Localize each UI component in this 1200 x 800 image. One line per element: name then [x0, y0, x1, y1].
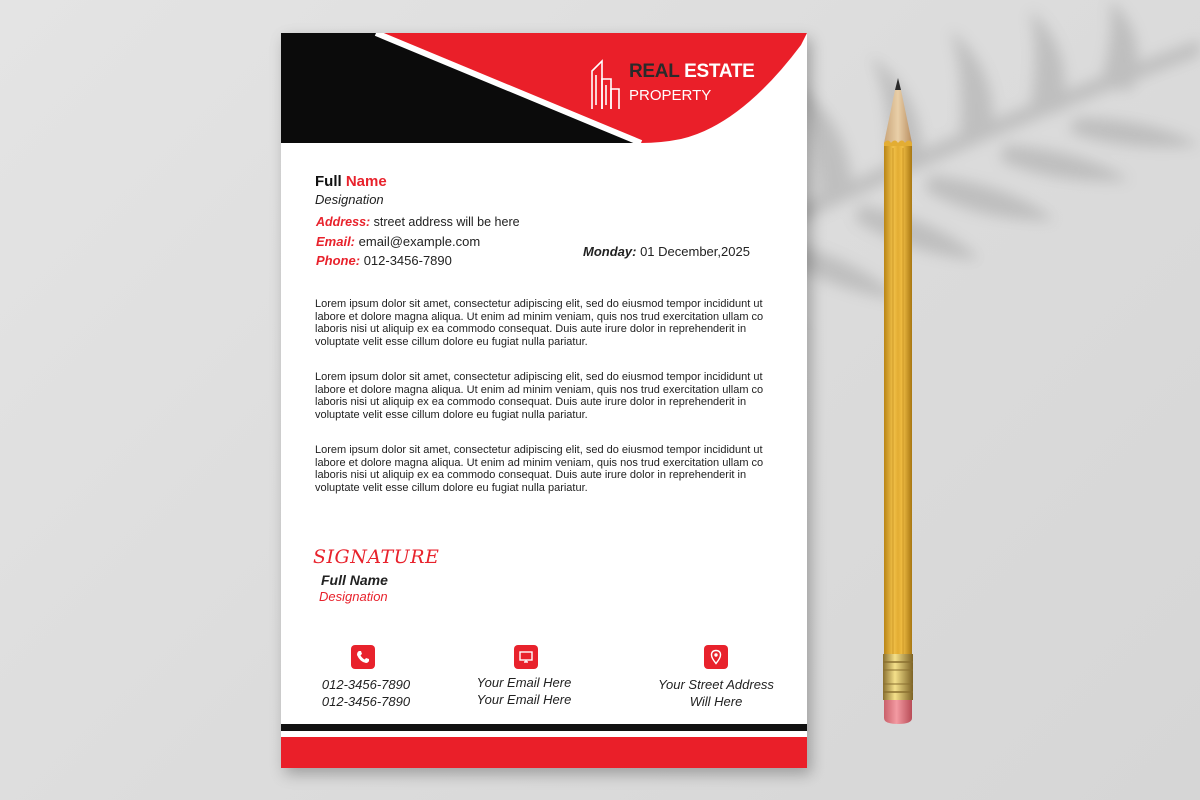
footer-address-text: Your Street Address Will Here — [658, 677, 774, 709]
footer-black-stripe — [281, 724, 807, 731]
location-pin-icon — [704, 645, 728, 669]
company-logo — [589, 59, 769, 113]
building-logo-icon — [589, 59, 623, 111]
email-line: Email: email@example.com — [316, 234, 481, 249]
body-paragraph: Lorem ipsum dolor sit amet, consectetur adipiscing elit, sed do eiusmod tempor incididunt ut labore et dolore magna aliqua. Ut enim ad minim veniam, quis nos trud exercitation ullam co laboris nisi ut aliquip ex ea commodo consequat. Duis aute irure dolor in reprehenderit in voluptate velit esse cillum dolore eu fugiat nulla pariatur. — [315, 298, 764, 348]
phone-line: Phone: 012-3456-7890 — [316, 253, 452, 268]
body-paragraph: Lorem ipsum dolor sit amet, consectetur adipiscing elit, sed do eiusmod tempor incididunt ut labore et dolore magna aliqua. Ut enim ad minim veniam, quis nos trud exercitation ullam co laboris nisi ut aliquip ex ea commodo consequat. Duis aute irure dolor in reprehenderit in voluptate velit esse cillum dolore eu fugiat nulla pariatur. — [315, 444, 764, 494]
address-line: Address: street address will be here — [316, 215, 520, 229]
sender-designation: Designation — [315, 192, 384, 207]
letter-date: Monday: 01 December,2025 — [583, 244, 750, 259]
body-paragraph: Lorem ipsum dolor sit amet, consectetur adipiscing elit, sed do eiusmod tempor incididunt ut labore et dolore magna aliqua. Ut enim ad minim veniam, quis nos trud exercitation ullam co laboris nisi ut aliquip ex ea commodo consequat. Duis aute irure dolor in reprehenderit in voluptate velit esse cillum dolore eu fugiat nulla pariatur. — [315, 371, 764, 421]
footer-email-text: Your Email Here Your Email Here — [476, 675, 572, 707]
signature-script: SIGNATURE — [313, 546, 440, 568]
monitor-icon — [514, 645, 538, 669]
signature-designation: Designation — [319, 589, 388, 604]
logo-title: REAL ESTATE — [629, 61, 755, 82]
signature-name: Full Name — [321, 572, 388, 588]
logo-subtitle: PROPERTY — [629, 87, 712, 104]
footer-phone-text: 012-3456-7890 012-3456-7890 — [321, 677, 411, 709]
sender-name: Full Name — [315, 173, 387, 190]
pencil — [870, 78, 926, 728]
letterhead-paper — [281, 33, 807, 768]
phone-icon — [351, 645, 375, 669]
footer-red-band — [281, 737, 807, 768]
